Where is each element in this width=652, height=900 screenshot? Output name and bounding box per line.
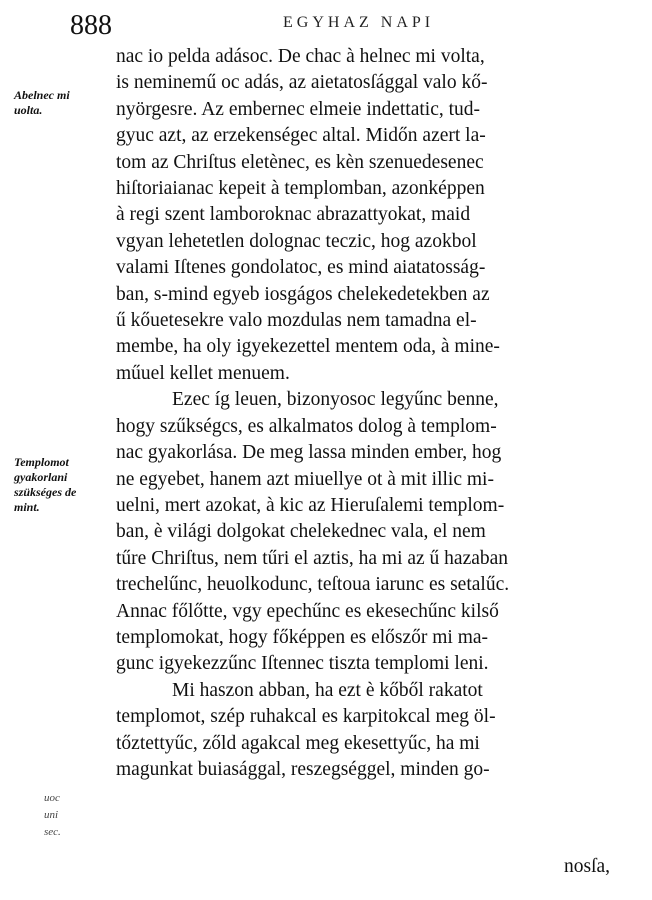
margin-note-1: [14, 88, 114, 118]
text-line: ban, è világi dolgokat chelekednec vala, el nem: [116, 521, 486, 543]
margin-note-line: uolta.: [14, 103, 43, 117]
text-line: templomokat, hogy főképpen es előszőr mi ma-: [116, 626, 489, 648]
margin-note-line: Abelnec mi: [14, 88, 70, 102]
text-line: nac gyakorlása. De meg lassa minden ember, hog: [116, 442, 502, 464]
text-line: nyörgesre. Az embernec elmeie indettatic, tud-: [116, 98, 481, 120]
text-line: tom az Chriſtus eletènec, es kèn szenuedeseneс: [116, 151, 484, 173]
margin-note-2: [14, 455, 114, 515]
page-number: 888: [70, 10, 112, 41]
text-line: valami Iſtenes gondolatoc, es mind aiatatosság-: [116, 257, 486, 279]
margin-fragment: uni: [44, 809, 59, 821]
text-line: magunkat buiasággal, reszegséggel, minden go-: [116, 758, 490, 780]
text-line: hiſtoriaianac kepeit à templomban, azonképpen: [116, 178, 485, 200]
text-line: nac io pelda adásoc. De chac à helnec mi volta,: [116, 46, 485, 67]
catchword: nosſa,: [564, 856, 611, 877]
text-line: uelni, mert azokat, à kic az Hieruſalemi templom-: [116, 494, 505, 516]
margin-note-line: szükséges de: [14, 485, 77, 499]
text-line: templomot, szép ruhakcal es karpitokcal meg öl-: [116, 706, 496, 728]
text-line: tűre Chriſtus, nem tűri el aztis, ha mi az ű hazaban: [116, 547, 509, 569]
margin-note-line: Templomot: [14, 455, 69, 469]
text-line: à regi szent lamboroknac abrazattyokat, maid: [116, 204, 471, 226]
text-line: trechelűnc, heuolkodunc, teſtoua iarunc es setalűc.: [116, 574, 510, 596]
text-line: műuel kellet menuem.: [116, 362, 290, 384]
text-line: gyuc azt, az erzekenségec altal. Midőn azert la-: [116, 125, 486, 147]
margin-fragment: uoc: [44, 792, 60, 804]
margin-fragments: [44, 790, 61, 841]
text-line: is neminemű oc adás, az aietatosſággal valo kő-: [116, 72, 488, 94]
text-line: ne egyebet, hanem azt miuellye ot à mit illic mi-: [116, 468, 494, 490]
text-line: gunc igyekezzűnc Iſtennec tiszta templomi leni.: [116, 653, 489, 675]
body-text: [116, 44, 636, 783]
paragraph-start-line: Mi haszon abban, ha ezt è kőből rakatot: [172, 679, 483, 701]
margin-fragment: sec.: [44, 826, 61, 838]
margin-note-line: gyakorlani: [14, 470, 68, 484]
text-line: hogy szűkségcs, es alkalmatos dolog à templom-: [116, 415, 497, 437]
text-line: tőztettyűc, zőld agakcal meg ekesettyűc, ha mi: [116, 732, 480, 754]
text-line: ban, s-mind egyeb iosgágos chelekedetekben az: [116, 283, 490, 305]
running-head: EGYHAZ NAPI: [283, 14, 435, 31]
text-line: ű kőuetesekre valo mozdulas nem tamadna el-: [116, 310, 477, 332]
text-line: membe, ha oly igyekezettel mentem oda, à mine-: [116, 336, 500, 358]
text-line: Annac főlőtte, vgy epechűnc es ekesechűnc kilső: [116, 600, 499, 622]
margin-note-line: mint.: [14, 500, 40, 514]
text-line: vgyan lehetetlen dolognac teczic, hog azokbol: [116, 230, 477, 252]
paragraph-start-line: Ezec íg leuen, bizonyosoc legyűnc benne,: [172, 389, 499, 411]
